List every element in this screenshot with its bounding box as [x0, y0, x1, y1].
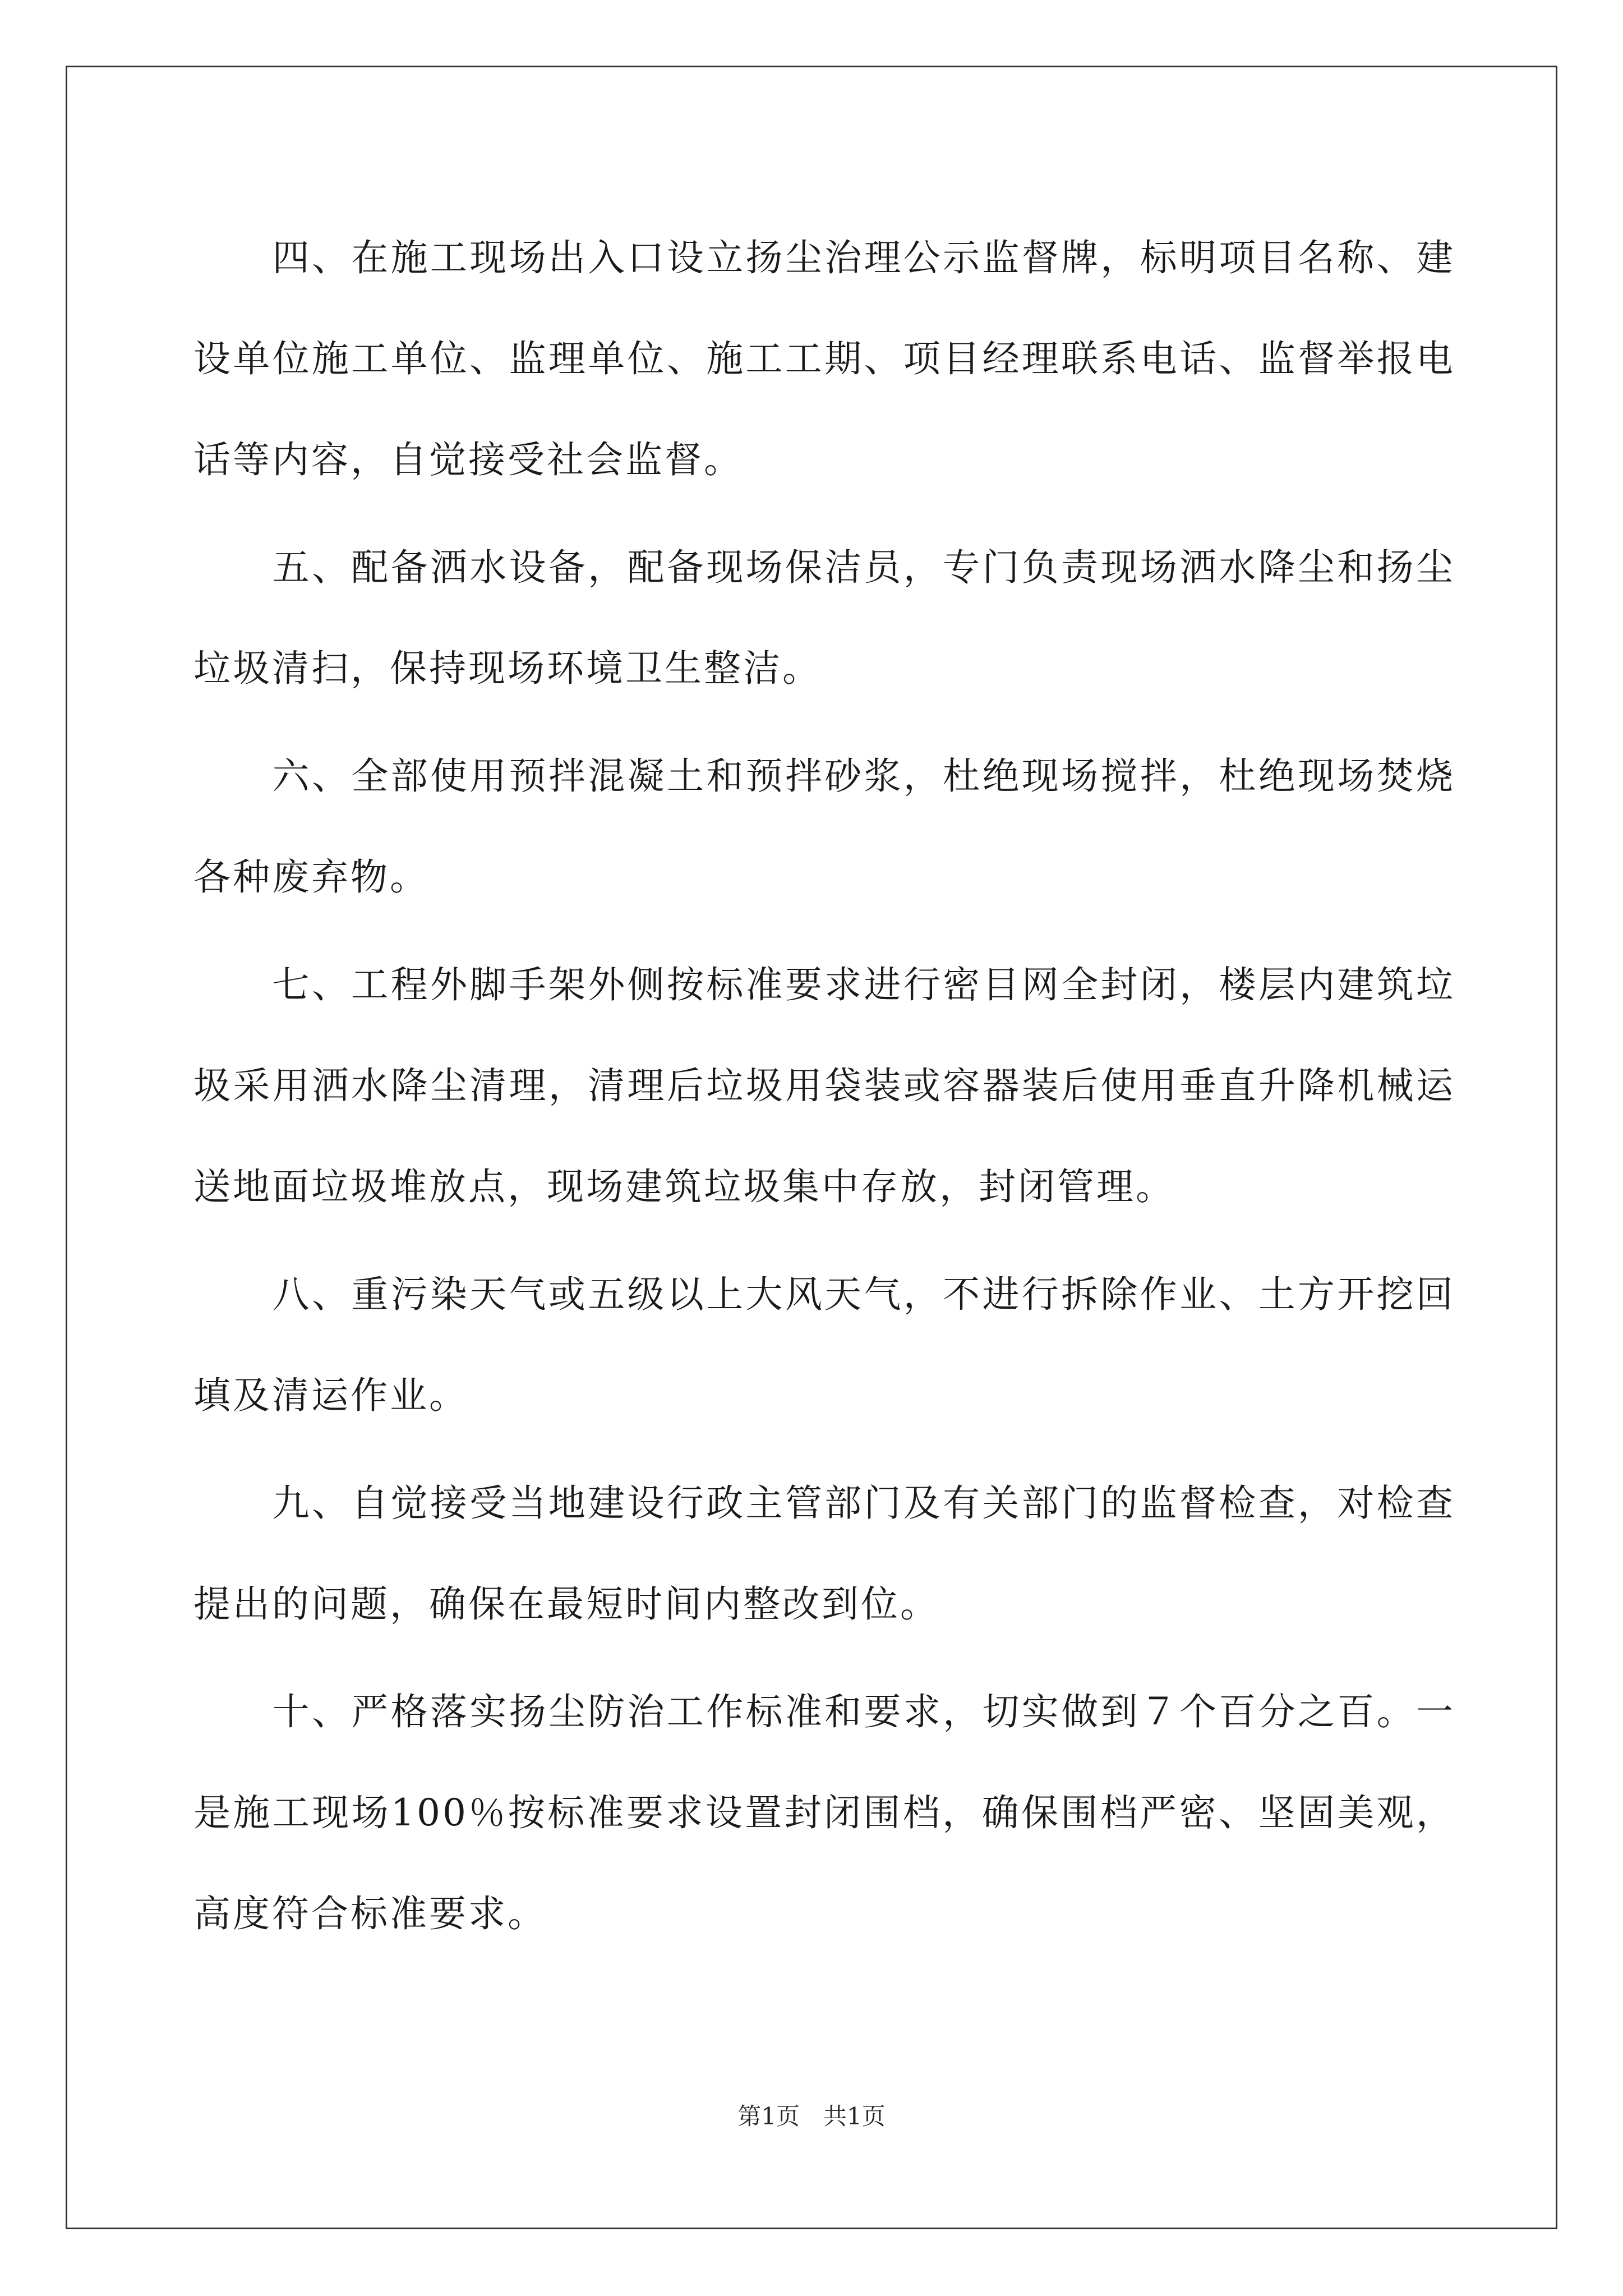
paragraph-8: 八、重污染天气或五级以上大风天气，不进行拆除作业、土方开挖回填及清运作业。 [193, 1273, 1455, 1417]
paragraph-6: 六、全部使用预拌混凝土和预拌砂浆，杜绝现场搅拌，杜绝现场焚烧各种废弃物。 [193, 754, 1455, 899]
paragraph-4: 四、在施工现场出入口设立扬尘治理公示监督牌，标明项目名称、建设单位施工单位、监理单位、施工工期、项目经理联系电话、监督举报电话等内容，自觉接受社会监督。 [193, 236, 1455, 481]
paragraph-5: 五、配备洒水设备，配备现场保洁员，专门负责现场洒水降尘和扬尘垃圾清扫，保持现场环境卫生整洁。 [193, 546, 1455, 690]
paragraph-10: 十、严格落实扬尘防治工作标准和要求，切实做到７个百分之百。一是施工现场100％按标准要求设置封闭围档，确保围档严密、坚固美观，高度符合标准要求。 [193, 1690, 1455, 1935]
document-body [193, 208, 1455, 1964]
page-footer: 第1页 共1页 [737, 2102, 886, 2130]
paragraph-7: 七、工程外脚手架外侧按标准要求进行密目网全封闭，楼层内建筑垃圾采用洒水降尘清理，清理后垃圾用袋装或容器装后使用垂直升降机械运送地面垃圾堆放点，现场建筑垃圾集中存放，封闭管理。 [193, 963, 1455, 1208]
paragraph-9: 九、自觉接受当地建设行政主管部门及有关部门的监督检查，对检查提出的问题，确保在最短时间内整改到位。 [193, 1481, 1455, 1626]
